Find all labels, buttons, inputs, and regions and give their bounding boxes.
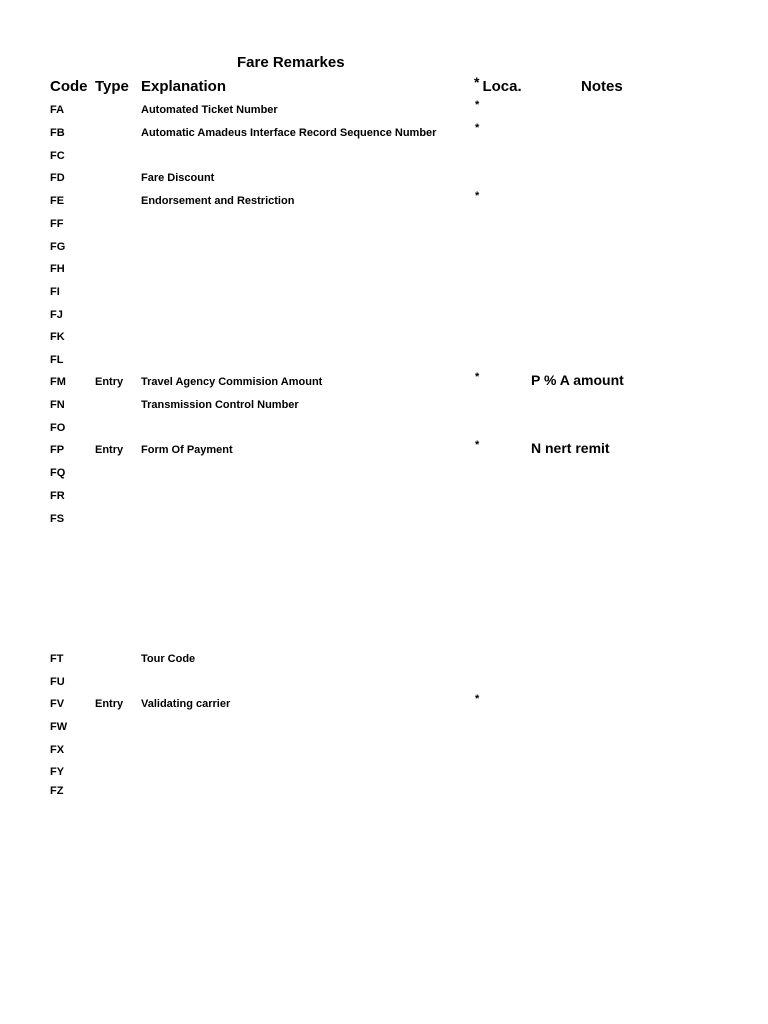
row-code: FZ [50,785,64,797]
header-explanation: Explanation [141,78,227,95]
row-loca-marker: * [475,439,480,451]
row-code: FS [50,513,65,525]
header-code: Code [50,78,88,95]
row-code: FA [50,104,65,116]
row-type: Entry [95,376,124,388]
table-row [0,422,768,440]
table-row [0,653,768,671]
row-explanation: Endorsement and Restriction [141,195,295,207]
row-explanation: Form Of Payment [141,444,233,456]
row-code: FU [50,676,65,688]
row-loca-marker: * [475,693,480,705]
row-code: FJ [50,309,63,321]
row-code: FV [50,698,65,710]
header-loca-star: * [474,74,480,90]
table-row [0,785,768,803]
table-row [0,467,768,485]
table-row [0,721,768,739]
table-row [0,744,768,762]
table-row [0,286,768,304]
row-notes: P % A amount [531,372,624,388]
table-row [0,513,768,531]
row-code: FM [50,376,66,388]
row-code: FI [50,286,60,298]
row-loca-marker: * [475,122,480,134]
table-row [0,331,768,349]
table-row [0,693,768,716]
row-explanation: Fare Discount [141,172,215,184]
table-row [0,122,768,145]
row-type: Entry [95,698,124,710]
header-loca [474,74,522,95]
row-code: FY [50,766,65,778]
table-row [0,150,768,168]
table-row [0,218,768,236]
row-code: FO [50,422,66,434]
row-explanation: Tour Code [141,653,196,665]
table-row [0,190,768,213]
row-code: FF [50,218,64,230]
row-loca-marker: * [475,190,480,202]
table-row [0,676,768,694]
row-loca-marker: * [475,99,480,111]
row-code: FE [50,195,65,207]
table-row [0,354,768,372]
table-row [0,263,768,281]
row-code: FT [50,653,64,665]
header-notes: Notes [581,78,623,95]
row-code: FD [50,172,65,184]
table-row [0,99,768,122]
table-row [0,766,768,784]
row-type: Entry [95,444,124,456]
table-row [0,241,768,259]
row-code: FK [50,331,65,343]
table-row [0,172,768,190]
table-row [0,439,768,462]
header-type: Type [95,78,129,95]
row-code: FX [50,744,65,756]
row-code: FN [50,399,65,411]
page-title: Fare Remarkes [237,54,345,71]
row-code: FW [50,721,68,733]
row-loca-marker: * [475,371,480,383]
row-code: FG [50,241,66,253]
row-code: FR [50,490,65,502]
table-row [0,371,768,394]
table-row [0,399,768,417]
row-explanation: Automated Ticket Number [141,104,278,116]
row-code: FL [50,354,64,366]
row-code: FP [50,444,65,456]
row-explanation: Validating carrier [141,698,231,710]
row-notes: N nert remit [531,440,610,456]
table-row [0,490,768,508]
row-code: FQ [50,467,66,479]
row-explanation: Transmission Control Number [141,399,299,411]
row-code: FB [50,127,65,139]
row-code: FH [50,263,65,275]
header-loca-label: Loca. [482,78,522,95]
table-row [0,309,768,327]
row-code: FC [50,150,65,162]
row-explanation: Automatic Amadeus Interface Record Sequence Number [141,127,437,139]
row-explanation: Travel Agency Commision Amount [141,376,323,388]
